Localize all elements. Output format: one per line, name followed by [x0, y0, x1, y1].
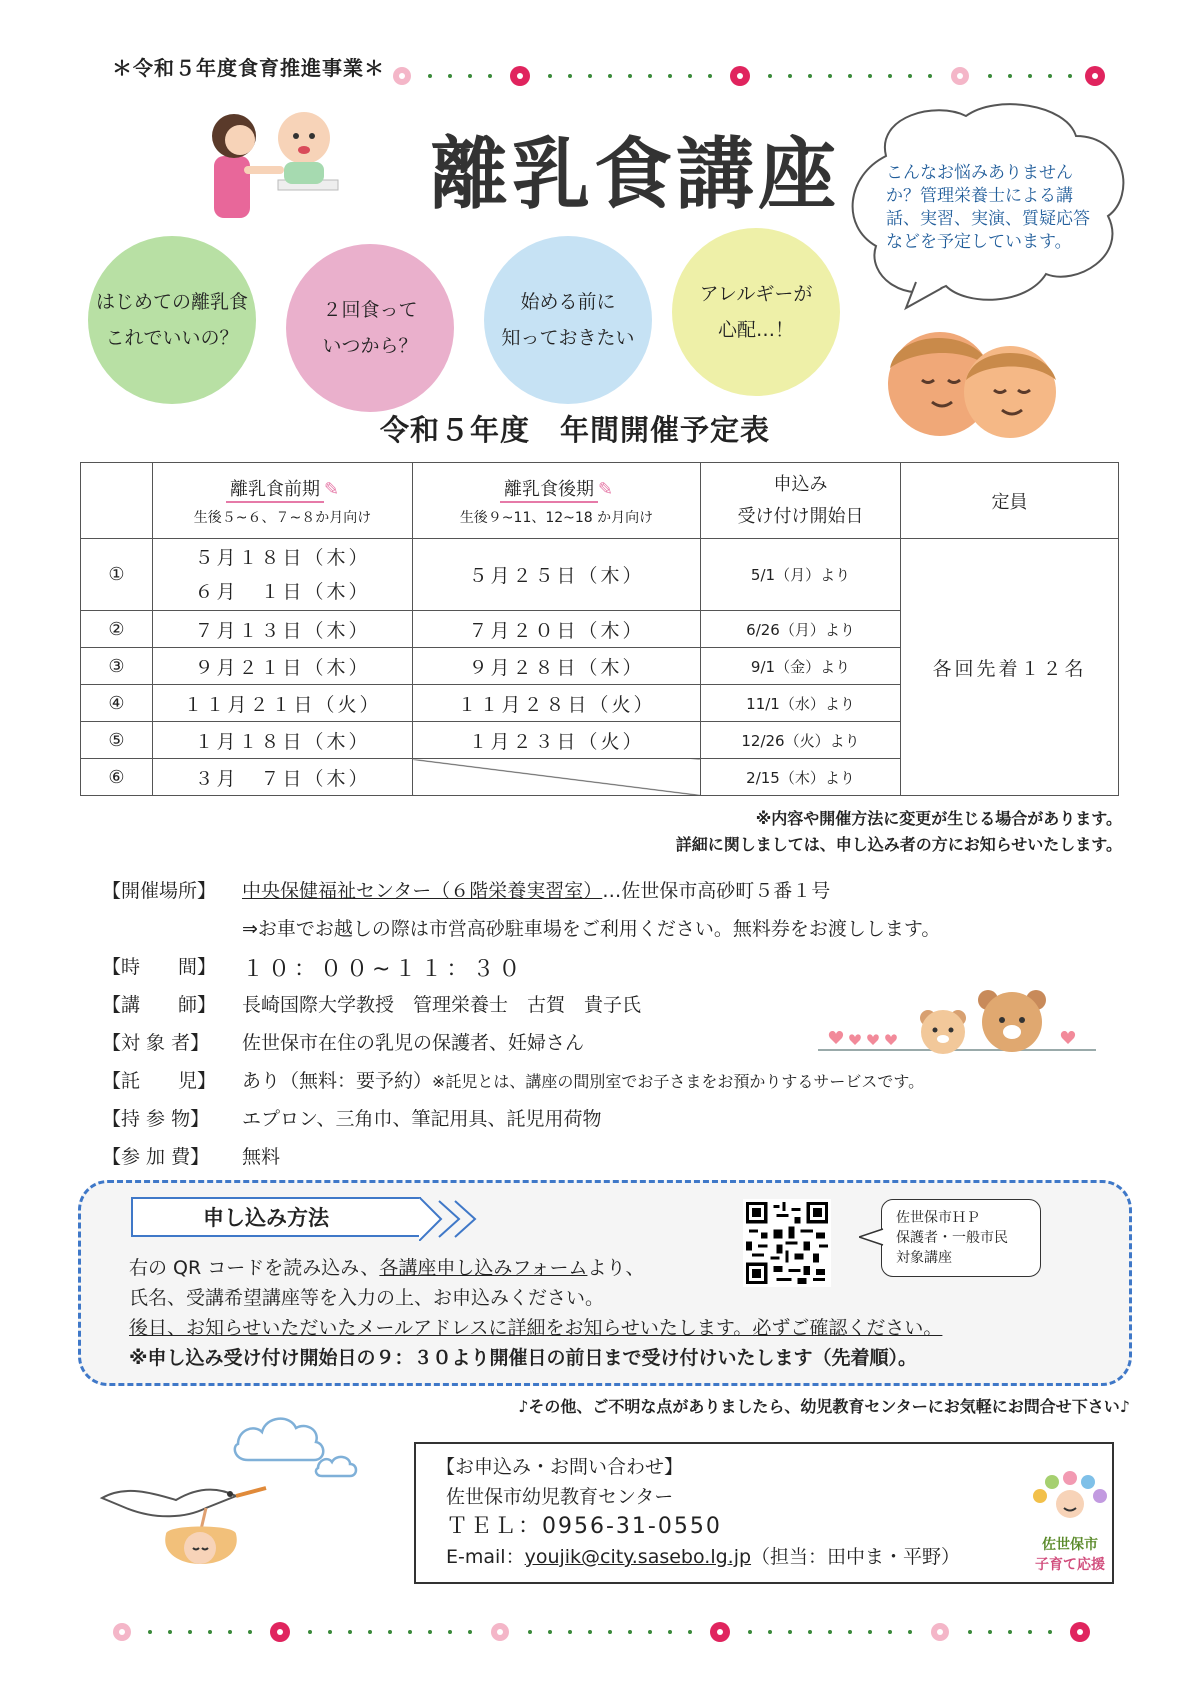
- childcare-value: あり（無料：要予約）: [242, 1070, 433, 1092]
- contact-heading: 【お申込み・お問い合わせ】: [436, 1456, 684, 1478]
- qr-note-line: 保護者・一般市民: [896, 1230, 1008, 1246]
- venue-name: 中央保健福祉センター（６階栄養実習室）: [242, 880, 603, 902]
- table-row: [81, 539, 1119, 611]
- concern-line: 始める前に: [520, 291, 616, 313]
- info-value: １０：００~１１：３０: [242, 957, 525, 982]
- qr-code[interactable]: [743, 1199, 831, 1287]
- howto-line-2: 氏名、受講希望講座等を入力の上、お申込みください。: [129, 1287, 605, 1309]
- info-value: 長崎国際大学教授 管理栄養士 古賀 貴子氏: [242, 994, 642, 1016]
- header-late-stage: [413, 463, 701, 539]
- contact-staff: （担当：田中ま・平野）: [751, 1546, 961, 1568]
- apply-start-date: 11/1（水）より: [701, 685, 901, 722]
- qr-note-line: 佐世保市ＨＰ: [896, 1210, 980, 1226]
- email-link[interactable]: youjik@city.sasebo.lg.jp: [524, 1546, 752, 1568]
- logo-text-line-1: 佐世保市: [1042, 1537, 1098, 1553]
- early-date: ９月２１日（木）: [153, 648, 413, 685]
- info-label: 【時 間】: [102, 956, 217, 978]
- application-method-heading: [131, 1197, 421, 1237]
- row-number: ②: [81, 611, 153, 648]
- pencil-icon: ✎: [597, 478, 614, 500]
- email-label: E-mail：: [446, 1546, 525, 1568]
- double-chevron-right-icon: [419, 1197, 509, 1241]
- bubble-line-2: か？管理栄養士による講: [886, 186, 1073, 206]
- capacity-value: 各回先着１２名: [901, 539, 1119, 796]
- childcare-note: ※託児とは、講座の間別室でお子さまをお預かりするサービスです。: [432, 1072, 925, 1091]
- application-form-link[interactable]: 各講座申し込みフォーム: [379, 1257, 588, 1279]
- schedule-title: 令和５年度 年間開催予定表: [380, 413, 771, 447]
- contact-tel: ＴＥＬ：0956-31-0550: [446, 1514, 722, 1539]
- contact-email-row: [436, 1542, 1092, 1572]
- early-date: ３月 ７日（木）: [153, 759, 413, 796]
- row-number: ⑥: [81, 759, 153, 796]
- howto-line-4: ※申し込み受け付け開始日の９：３０より開催日の前日まで受け付けいたします（先着順）。: [129, 1347, 917, 1369]
- thought-bubble-text: [886, 162, 1114, 254]
- venue-address: …佐世保市高砂町５番１号: [602, 880, 831, 902]
- bubble-line-4: などを予定しています。: [886, 232, 1072, 252]
- parking-note: ⇒お車でお越しの際は市営高砂駐車場をご利用ください。無料券をお渡しします。: [242, 918, 941, 940]
- row-number: ⑤: [81, 722, 153, 759]
- contact-box: [414, 1442, 1114, 1584]
- caption-pointer: [859, 1227, 885, 1247]
- apply-start-date: 5/1（月）より: [701, 539, 901, 611]
- late-stage-label: 離乳食後期: [500, 475, 598, 503]
- qr-note-line: 対象講座: [896, 1250, 952, 1266]
- schedule-table: [80, 462, 1119, 796]
- info-value: 無料: [242, 1146, 281, 1168]
- note-details: 詳細に関しましては、申し込み者の方にお知らせいたします。: [675, 835, 1122, 854]
- concern-line: はじめての離乳食: [95, 291, 248, 313]
- early-stage-label: 離乳食前期: [226, 475, 324, 503]
- late-date-empty-cell: [413, 759, 701, 796]
- early-stage-subtitle: 生後５~６、７~８か月向け: [193, 509, 372, 526]
- info-label: 【開催場所】: [102, 880, 217, 902]
- qr-code-caption: [881, 1199, 1041, 1277]
- concern-line: これでいいの？: [105, 327, 239, 349]
- apply-start-date: 9/1（金）より: [701, 648, 901, 685]
- row-number: ①: [81, 539, 153, 611]
- concern-circle-first-food: [88, 236, 256, 404]
- concern-line: いつから？: [322, 335, 418, 357]
- howto-text: より、: [587, 1257, 645, 1279]
- howto-text: 右の QR コードを読み込み、: [129, 1257, 380, 1279]
- late-date: ９月２８日（木）: [413, 648, 701, 685]
- apply-start-date: 2/15（木）より: [701, 759, 901, 796]
- early-date-2: ６月 １日（木）: [194, 580, 371, 603]
- bears-hearts-illustration: [818, 978, 1096, 1068]
- info-value: 佐世保市在住の乳児の保護者、妊婦さん: [242, 1032, 585, 1054]
- info-label: 【託 児】: [102, 1070, 217, 1092]
- apply-header-line2: 受け付け開始日: [737, 505, 864, 527]
- header-application-start: [701, 463, 901, 539]
- early-date: １１月２１日（火）: [153, 685, 413, 722]
- early-date-cell: [153, 539, 413, 611]
- info-label: 【講 師】: [102, 994, 217, 1016]
- early-date: ７月１３日（木）: [153, 611, 413, 648]
- apply-header-line1: 申込み: [773, 473, 828, 495]
- header-capacity: 定員: [901, 463, 1119, 539]
- logo-text-line-2: 子育て応援: [1035, 1557, 1105, 1573]
- bubble-line-1: こんなお悩みありません: [886, 163, 1073, 183]
- application-method-label: 申し込み方法: [203, 1206, 329, 1230]
- row-number: ④: [81, 685, 153, 722]
- svg-text:✿ ✿: ✿ ✿: [182, 1576, 210, 1592]
- concern-line: 知っておきたい: [501, 327, 635, 349]
- footer-contact-note: ♪その他、ご不明な点がありましたら、幼児教育センターにお気軽にお問合せ下さい♪: [518, 1397, 1130, 1416]
- decorative-dot-flower-row-top: [380, 64, 1120, 88]
- info-label: 【持 参 物】: [102, 1108, 210, 1130]
- mother-feeding-baby-illustration: [204, 96, 344, 220]
- early-date: １月１８日（木）: [153, 722, 413, 759]
- late-date: ７月２０日（木）: [413, 611, 701, 648]
- page-title: 離乳食講座: [430, 130, 841, 220]
- info-value: エプロン、三角巾、筆記用具、託児用荷物: [242, 1108, 602, 1130]
- stork-baby-illustration: [96, 1464, 272, 1604]
- project-eyebrow: ＊令和５年度食育推進事業＊: [112, 56, 385, 80]
- row-number: ③: [81, 648, 153, 685]
- info-label: 【参 加 費】: [102, 1146, 210, 1168]
- logo-mark: [1024, 1468, 1116, 1530]
- concern-circle-two-meals: [286, 244, 454, 412]
- event-info-fee: [102, 1142, 502, 1172]
- smiling-faces-illustration: [878, 318, 1066, 438]
- bubble-line-3: 話、実習、実演、質疑応答: [886, 209, 1090, 229]
- header-number-cell: [81, 463, 153, 539]
- info-label: 【対 象 者】: [102, 1032, 210, 1054]
- schedule-notes: [676, 806, 1122, 858]
- header-early-stage: [153, 463, 413, 539]
- early-date: ５月１８日（木）: [194, 546, 371, 569]
- apply-start-date: 6/26（月）より: [701, 611, 901, 648]
- sasebo-childcare-logo: [1024, 1468, 1116, 1580]
- table-header-row: [81, 463, 1119, 539]
- late-stage-subtitle: 生後９~11、12~18 か月向け: [459, 509, 654, 526]
- apply-start-date: 12/26（火）より: [701, 722, 901, 759]
- decorative-dot-flower-row-bottom: [110, 1620, 1110, 1644]
- late-date: １月２３日（火）: [413, 722, 701, 759]
- late-date: ５月２５日（木）: [413, 539, 701, 611]
- concern-line: ２回食って: [322, 299, 418, 321]
- concern-line: アレルギーが: [699, 283, 813, 305]
- concern-circle-allergy: [672, 228, 840, 396]
- application-method-box: [78, 1180, 1132, 1386]
- info-value: [242, 1066, 924, 1093]
- contact-org: 佐世保市幼児教育センター: [446, 1486, 674, 1508]
- note-change: ※内容や開催方法に変更が生じる場合があります。: [755, 809, 1122, 828]
- late-date: １１月２８日（火）: [413, 685, 701, 722]
- concern-circle-before-start: [484, 236, 652, 404]
- concern-line: 心配…！: [717, 319, 794, 341]
- info-value: [242, 876, 830, 903]
- howto-line-3: 後日、お知らせいただいたメールアドレスに詳細をお知らせいたします。必ずご確認ください。: [129, 1317, 943, 1339]
- pencil-icon: ✎: [323, 478, 340, 500]
